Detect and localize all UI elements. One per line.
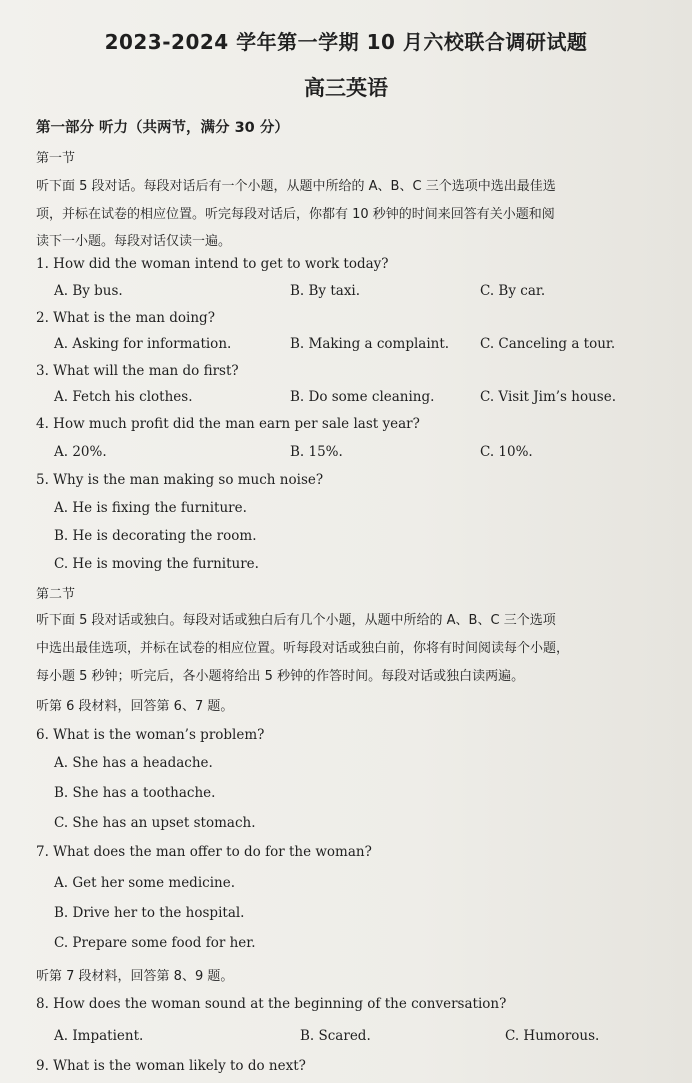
option-6b: B. She has a toothache. (54, 785, 216, 801)
option-3b: B. Do some cleaning. (290, 389, 435, 405)
part1-heading: 第一部分 听力（共两节，满分 30 分） (36, 120, 289, 136)
option-1b: B. By taxi. (290, 283, 361, 299)
option-4a: A. 20%. (54, 444, 107, 460)
question-2: 2. What is the man doing? (36, 310, 215, 326)
question-9: 9. What is the woman likely to do next? (36, 1058, 306, 1074)
option-2a: A. Asking for information. (54, 336, 232, 352)
option-4b: B. 15%. (290, 444, 343, 460)
question-7: 7. What does the man offer to do for the woman? (36, 844, 372, 860)
option-3a: A. Fetch his clothes. (54, 389, 193, 405)
option-5c: C. He is moving the furniture. (54, 556, 259, 572)
option-1c: C. By car. (480, 283, 546, 299)
exam-title: 2023-2024 学年第一学期 10 月六校联合调研试题 (104, 30, 588, 54)
section2-instructions-line: 每小题 5 秒钟；听完后，各小题将给出 5 秒钟的作答时间。每段对话或独白读两遍。 (36, 669, 525, 684)
question-3: 3. What will the man do first? (36, 363, 239, 379)
section1-instructions-line: 读下一小题。每段对话仅读一遍。 (36, 234, 232, 249)
section2-instructions-line: 中选出最佳选项，并标在试卷的相应位置。听每段对话或独白前，你将有时间阅读每个小题， (36, 641, 570, 656)
option-5b: B. He is decorating the room. (54, 528, 257, 544)
option-8b: B. Scared. (300, 1028, 371, 1044)
section2-label: 第二节 (36, 587, 76, 602)
material-7-instruction: 听第 7 段材料，回答第 8、9 题。 (36, 969, 234, 984)
option-3c: C. Visit Jim’s house. (480, 389, 616, 405)
option-6c: C. She has an upset stomach. (54, 815, 256, 831)
option-2c: C. Canceling a tour. (480, 336, 616, 352)
option-5a: A. He is fixing the furniture. (54, 500, 247, 516)
question-1: 1. How did the woman intend to get to work today? (36, 256, 389, 272)
question-8: 8. How does the woman sound at the beginning of the conversation? (36, 996, 507, 1012)
option-8c: C. Humorous. (505, 1028, 600, 1044)
section1-instructions-line: 项，并标在试卷的相应位置。听完每段对话后，你都有 10 秒钟的时间来回答有关小题和阅 (36, 207, 555, 222)
option-4c: C. 10%. (480, 444, 533, 460)
material-6-instruction: 听第 6 段材料，回答第 6、7 题。 (36, 699, 234, 714)
option-2b: B. Making a complaint. (290, 336, 450, 352)
option-7c: C. Prepare some food for her. (54, 935, 256, 951)
section1-instructions-line: 听下面 5 段对话。每段对话后有一个小题，从题中所给的 A、B、C 三个选项中选出最佳选 (36, 179, 556, 194)
option-6a: A. She has a headache. (54, 755, 213, 771)
option-7b: B. Drive her to the hospital. (54, 905, 245, 921)
section1-label: 第一节 (36, 151, 76, 166)
question-5: 5. Why is the man making so much noise? (36, 472, 324, 488)
option-1a: A. By bus. (54, 283, 123, 299)
question-4: 4. How much profit did the man earn per sale last year? (36, 416, 420, 432)
section2-instructions-line: 听下面 5 段对话或独白。每段对话或独白后有几个小题，从题中所给的 A、B、C 三个选项 (36, 613, 556, 628)
exam-subject: 高三英语 (304, 76, 388, 100)
option-8a: A. Impatient. (54, 1028, 144, 1044)
option-7a: A. Get her some medicine. (54, 875, 235, 891)
question-6: 6. What is the woman’s problem? (36, 727, 265, 743)
